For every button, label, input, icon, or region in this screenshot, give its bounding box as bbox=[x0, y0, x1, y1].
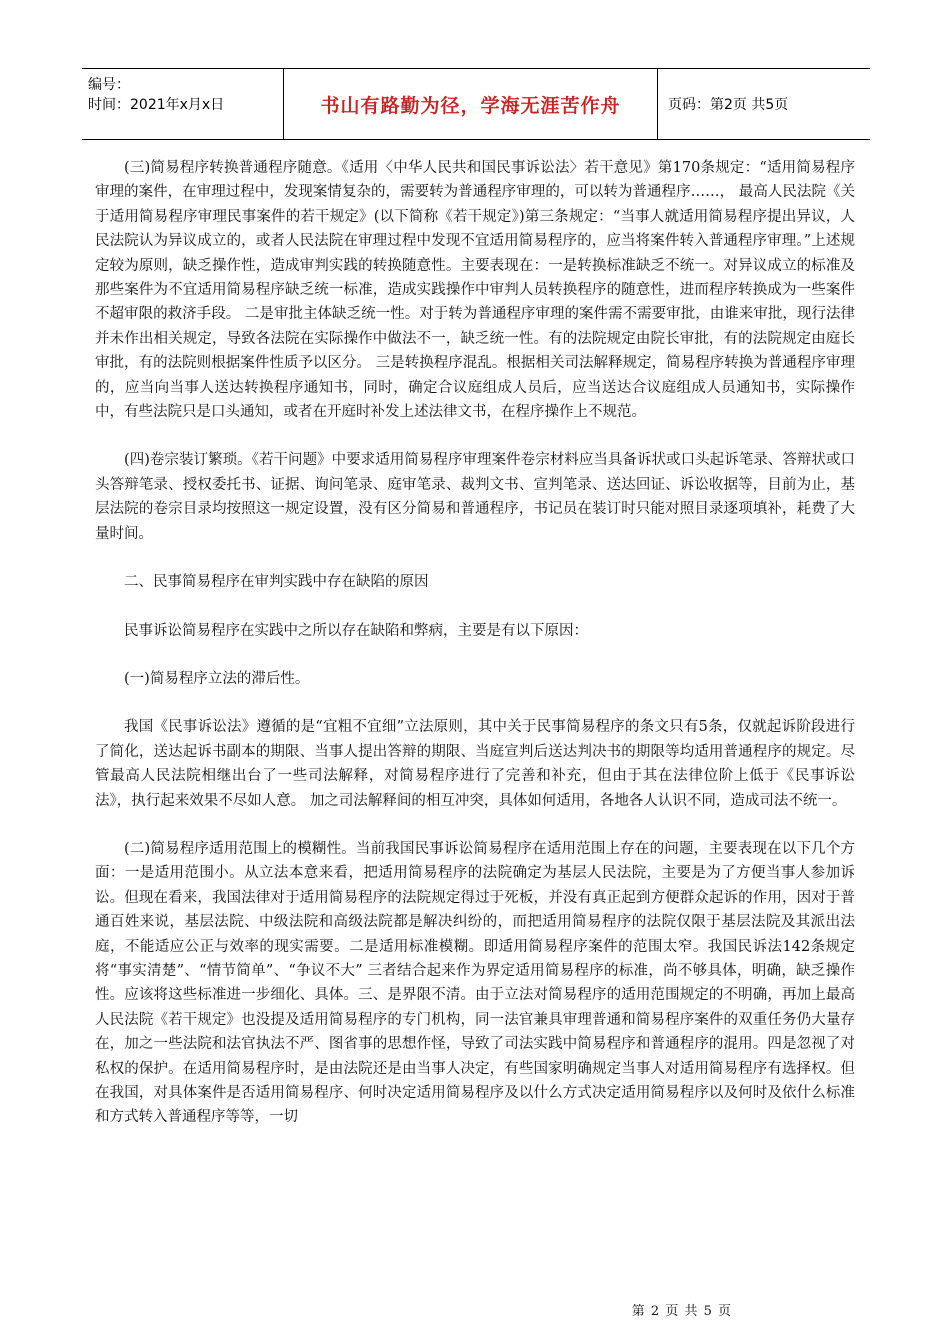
paragraph: (三)简易程序转换普通程序随意。《适用〈中华人民共和国民事诉讼法〉若干意见》第170条规定：“适用简易程序审理的案件，在审理过程中，发现案情复杂的，需要转为普通程序审理的，可以转为普通程序……， 最高人民法院《关于适用简易程序审理民事案件的若干规定》(以下简称《若干规定》)第三条规定：“当事人就适用简易程序提出异议，人民法院认为异议成立的，或者人民法院在审理过程中发现不宜适用简易程序的，应当将案件转入普通程序审理。”上述规定较为原则，缺乏操作性，造成审判实践的转换随意性。主要表现在：一是转换标准缺乏不统一。对异议成立的标准及那些案件为不宜适用简易程序缺乏统一标准，造成实践操作中审判人员转换程序的随意性，进而程序转换成为一些案件不超审限的救济手段。 二是审批主体缺乏统一性。对于转为普通程序审理的案件需不需要审批，由谁来审批，现行法律并未作出相关规定，导致各法院在实际操作中做法不一，缺乏统一性。有的法院规定由院长审批，有的法院规定由庭长审批，有的法院则根据案件性质予以区分。 三是转换程序混乱。根据相关司法解释规定，简易程序转换为普通程序审理的，应当向当事人送达转换程序通知书，同时，确定合议庭组成人员后，应当送达合议庭组成人员通知书，实际操作中，有些法院只是口头通知，或者在开庭时补发上述法律文书，在程序操作上不规范。 bbox=[95, 160, 855, 421]
header-motto: 书山有路勤为径，学海无涯苦作舟 bbox=[284, 69, 658, 139]
document-body bbox=[95, 156, 855, 1154]
section-heading: 二、民事简易程序在审判实践中存在缺陷的原因 bbox=[124, 574, 429, 591]
paragraph: (二)简易程序适用范围上的模糊性。当前我国民事诉讼简易程序在适用范围上存在的问题，主要表现在以下几个方面：一是适用范围小。从立法本意来看，把适用简易程序的法院确定为基层人民法院，主要是为了方便当事人参加诉讼。但现在看来，我国法律对于适用简易程序的法院规定得过于死板，并没有真正起到方便群众起诉的作用，因对于普通百姓来说，基层法院、中级法院和高级法院都是解决纠纷的，而把适用简易程序的法院仅限于基层法院及其派出法庭，不能适应公正与效率的现实需要。二是适用标准模糊。即适用简易程序案件的范围太窄。我国民诉法142条规定将“事实清楚”、“情节简单”、“争议不大” 三者结合起来作为界定适用简易程序的标准，尚不够具体，明确，缺乏操作性。应该将这些标准进一步细化、具体。三、是界限不清。由于立法对简易程序的适用范围规定的不明确，再加上最高人民法院《若干规定》也没提及适用简易程序的专门机构，同一法官兼具审理普通和简易程序案件的双重任务仍大量存在，加之一些法院和法官执法不严、图省事的思想作怪，导致了司法实践中简易程序和普通程序的混用。四是忽视了对私权的保护。在适用简易程序时，是由法院还是由当事人决定，有些国家明确规定当事人对适用简易程序有选择权。但在我国，对具体案件是否适用简易程序、何时决定适用简易程序及以什么方式决定适用简易程序以及何时及依什么标准和方式转入普通程序等等，一切 bbox=[95, 840, 855, 1126]
subsection-heading: (一)简易程序立法的滞后性。 bbox=[124, 670, 310, 687]
page-header bbox=[82, 68, 870, 140]
document-number-label: 编号： bbox=[88, 77, 130, 93]
page-footer: 第 2 页 共 5 页 bbox=[631, 1304, 732, 1319]
header-meta bbox=[82, 69, 284, 139]
paragraph: 民事诉讼简易程序在实践中之所以存在缺陷和弊病，主要是有以下原因： bbox=[124, 622, 588, 639]
header-page-info: 页码：第2页 共5页 bbox=[668, 97, 789, 113]
document-date-label: 时间：2021年x月x日 bbox=[88, 97, 225, 113]
paragraph: 我国《民事诉讼法》遵循的是“宜粗不宜细”立法原则，其中关于民事简易程序的条文只有5条，仅就起诉阶段进行了简化，送达起诉书副本的期限、当事人提出答辩的期限、当庭宣判后送达判决书的期限等均适用普通程序的规定。尽管最高人民法院相继出台了一些司法解释，对简易程序进行了完善和补充，但由于其在法律位阶上低于《民事诉讼法》，执行起来效果不尽如人意。 加之司法解释间的相互冲突，具体如何适用，各地各人认识不同，造成司法不统一。 bbox=[95, 719, 855, 809]
paragraph: (四)卷宗装订繁琐。《若干问题》中要求适用简易程序审理案件卷宗材料应当具备诉状或口头起诉笔录、答辩状或口头答辩笔录、授权委托书、证据、询问笔录、庭审笔录、裁判文书、宣判笔录、送达回证、诉讼收据等，目前为止，基层法院的卷宗目录均按照这一规定设置，没有区分简易和普通程序，书记员在装订时只能对照目录逐项填补，耗费了大量时间。 bbox=[95, 452, 855, 542]
